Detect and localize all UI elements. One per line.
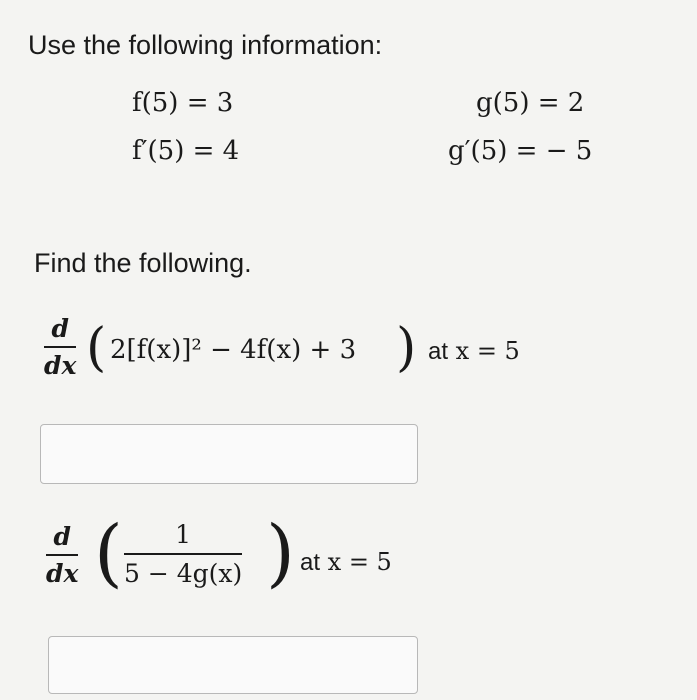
given-fprime-of-5: f′(5) = 4 xyxy=(132,136,240,166)
problem2-denominator: 5 − 4g(x) xyxy=(124,559,243,588)
problem2-numerator: 1 xyxy=(175,520,192,549)
given-g-of-5: g(5) = 2 xyxy=(476,88,585,118)
problem1-condition-row xyxy=(428,337,520,366)
problem2-answer-input[interactable] xyxy=(48,636,418,694)
problem2-condition-row xyxy=(300,548,392,577)
problem1-left-paren: ( xyxy=(86,318,107,378)
problem2-right-paren: ) xyxy=(266,510,295,596)
problem2-dx-denominator: dx xyxy=(46,559,79,588)
problem1-dx-denominator: dx xyxy=(44,351,77,380)
problem1-condition: x = 5 xyxy=(455,337,520,365)
problem1-expression: 2[f(x)]² − 4f(x) + 3 xyxy=(110,335,357,365)
problem2-left-paren: ( xyxy=(94,510,123,596)
problem2-at-label: at xyxy=(300,549,321,576)
find-heading: Find the following. xyxy=(34,248,252,278)
problem1-derivative-operator xyxy=(44,314,76,380)
given-gprime-of-5: g′(5) = − 5 xyxy=(448,136,593,166)
problem2-condition: x = 5 xyxy=(327,548,392,576)
problem1-d-numerator: d xyxy=(51,314,69,343)
problem2-fraction xyxy=(124,520,242,588)
problem1-right-paren: ) xyxy=(396,318,417,378)
given-f-of-5: f(5) = 3 xyxy=(132,88,234,118)
problem2-derivative-operator xyxy=(46,522,78,588)
problem1-at-label: at xyxy=(428,338,449,365)
problem2-d-numerator: d xyxy=(53,522,71,551)
instructions-heading: Use the following information: xyxy=(28,30,383,60)
problem1-answer-input[interactable] xyxy=(40,424,418,484)
